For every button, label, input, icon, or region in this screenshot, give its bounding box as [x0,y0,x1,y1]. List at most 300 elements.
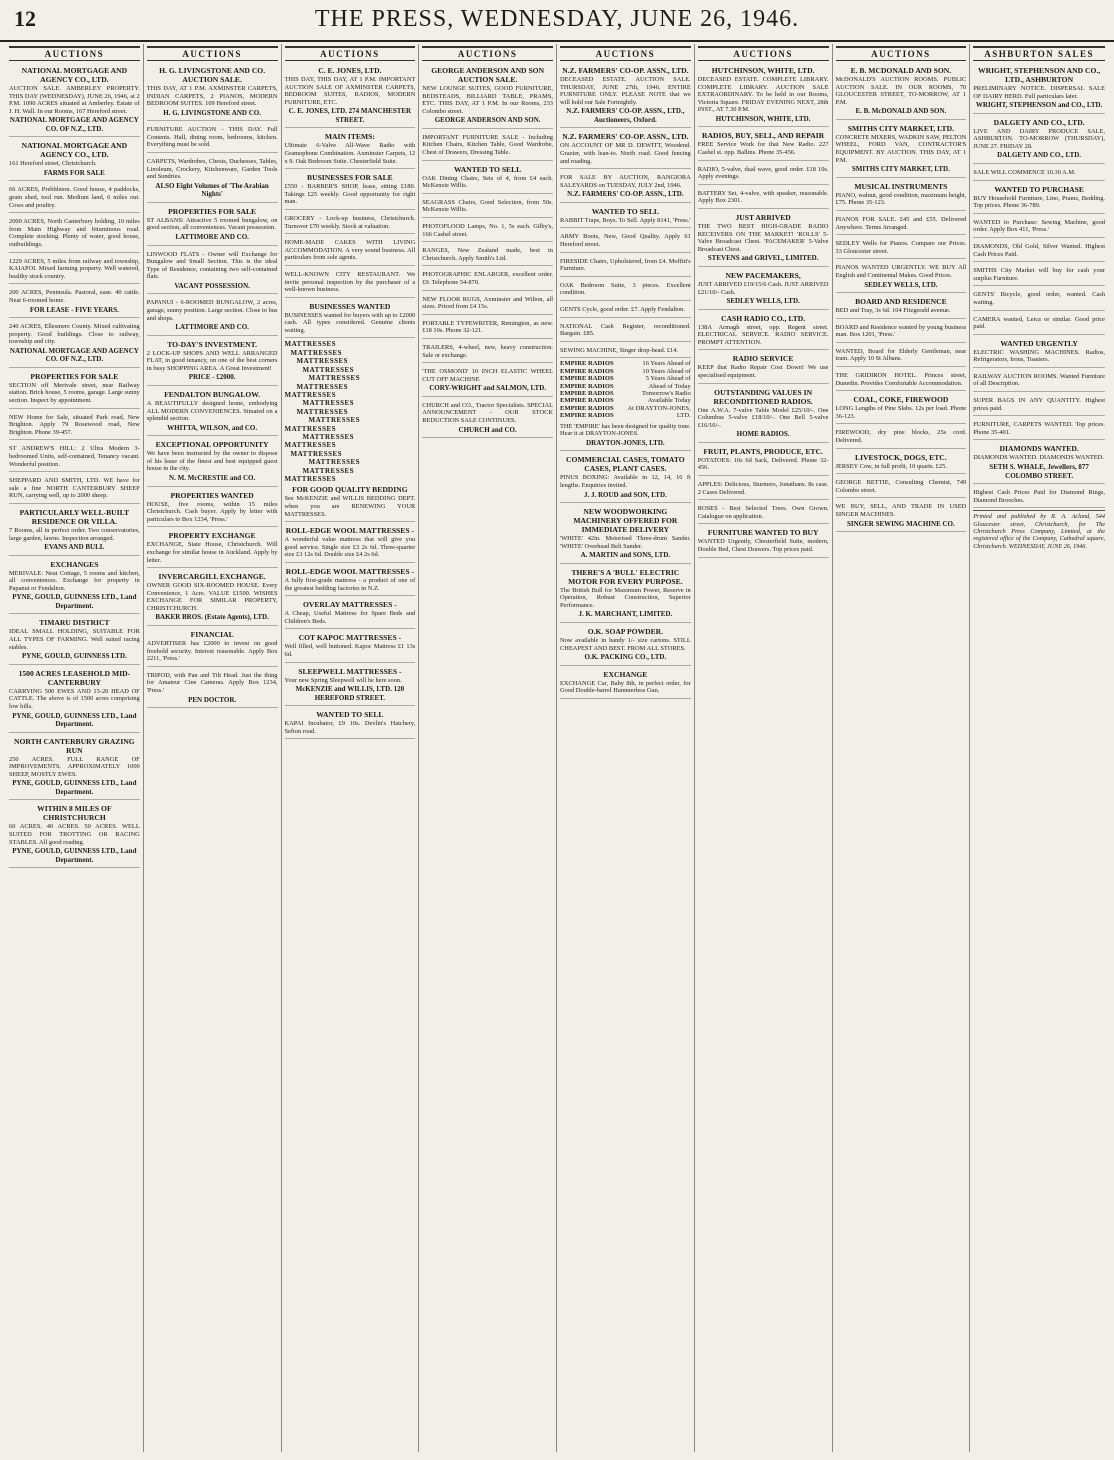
ad-body-text: TRAILERS, 4-wheel, new, heavy construction. Sale or exchange. [422,343,553,359]
classified-ad [973,216,1105,238]
mattresses-line: MATTRESSES [308,458,361,467]
ad-signature: H. G. LIVINGSTONE AND CO. [163,108,261,117]
classified-ad [973,313,1105,335]
ad-signature: SEDLEY WELLS, LTD. [726,297,800,306]
ad-body-text: WE BUY, SELL, AND TRADE IN USED SINGER MACHINES. [835,503,967,518]
mattresses-line: MATTRESSES [284,474,337,483]
classified-ad [698,386,829,443]
ad-body-text: NEW Home for Sale, situated Park road, New Brighton. Apply 79 Rosewood road, New Brighton. Phone 39-457. [9,413,140,436]
classified-ad [836,393,967,424]
classified-ad [9,442,140,472]
ad-signature: NATIONAL MORTGAGE AND AGENCY CO. OF N.Z., LTD. [9,116,139,133]
ad-body-text: HOME-MADE CAKES WITH LIVING ACCOMMODATION. A very sound business. All particulars from sole agents. [284,239,416,262]
section-heading: AUCTIONS [698,46,829,61]
classified-ad [9,215,140,252]
mattresses-line: MATTRESSES [296,407,349,416]
ad-heading: E. B. MCDONALD AND SON. [850,66,952,75]
ad-body-text: McDONALD'S AUCTION ROOMS. PUBLIC AUCTION SALE. IN OUR ROOMS, 70 GLOUCESTER STREET, TO-MORROW, AT 1 P.M. [835,76,967,106]
ad-body-text: FURNITURE, CARPETS WANTED. Top prices. Phone 35-401. [973,421,1105,436]
ad-heading: DIAMONDS WANTED. [999,444,1079,454]
ad-signature: O.K. PACKING CO., LTD. [584,653,667,662]
ad-body-text: TRIPOD, with Pan and Tilt Head. Just the thing for Amateur Cine Cameras. Apply Box 1234, 'Press.' [146,671,278,694]
ad-body-text: APPLES: Delicious, Sturmers, Jonathans. 8s case. 2 Cases Delivered. [697,481,829,496]
empire-radios-line [560,397,691,404]
empire-brand: EMPIRE RADIOS [560,397,614,405]
ad-heading: PROPERTIES FOR SALE [168,206,257,216]
classified-ad [560,279,691,301]
mattresses-line: MATTRESSES [302,466,355,475]
ad-body-text: OAK Dining Chairs, Sets of 4, from £4 each. McKenzie Willis. [422,174,553,190]
classified-ad [147,388,278,436]
ad-signature: LATTIMORE AND CO. [175,323,249,332]
classified-ad [285,565,416,596]
ad-signature: McKENZIE and WILLIS, LTD. 120 HEREFORD STREET. [295,685,405,702]
ad-body-text: ROSES - Best Selected Trees. Own Grown. Catalogue on application. [697,505,829,520]
classified-ad [973,64,1105,114]
section-heading: AUCTIONS [147,46,278,61]
ad-body-text: DECEASED ESTATE. COMPLETE LIBRARY. COMPLETE LIBRARY. AUCTION SALE EXTRAORDINARY. To be held in our Rooms, Victoria Square. FRIDAY EVENING NEXT, 28th INST., AT 7.30 P.M. [697,76,829,114]
ad-heading: C. E. JONES, LTD. [318,66,382,75]
ad-body-text: Well filled, well buttoned. Kapoc Mattress £1 13s 6d. [284,643,416,658]
empire-radios-line [560,360,691,367]
ad-body-text: SMITHS City Market will buy for cash your surplus Furniture. [973,267,1105,282]
empire-brand: EMPIRE RADIOS [560,382,614,390]
ad-body-text: 2 LOCK-UP SHOPS AND WELL ARRANGED FLAT, in good tenancy, on one of the best corners in busy SHOPPING AREA. A Great Investment! [146,349,278,372]
classified-ad [147,296,278,335]
classified-ad [147,628,278,667]
empire-radios-line [560,412,691,419]
ad-body-text: WELL-KNOWN CITY RESTAURANT. We invite personal inspection by the purchaser of a well-known business. [284,270,416,294]
mattresses-line: MATTRESSES [296,382,349,391]
ad-heading: LIVESTOCK, DOGS, ETC. [855,452,947,462]
classified-ad [9,506,140,556]
ad-signature: E. B. McDONALD AND SON. [855,107,947,116]
ad-body-text: A wonderful value mattress that will give you good service. Single size £3 2s 6d. Three-quarter size £3 12s 6d. Double size £4 2s 6d. [284,536,416,559]
ad-heading: FENDALTON BUNGALOW. [164,389,261,399]
classified-ad [560,205,691,229]
ad-body-text: ST ANDREW'S HILL: 2 Ultra Modern 3-bedroomed Units, self-contained, Tenancy vacant. Wonderful position. [9,445,140,468]
section-heading: AUCTIONS [422,46,553,61]
ad-signature: STEVENS and GRIVEL, LIMITED. [707,254,819,263]
ad-body-text: PIANOS WANTED URGENTLY. WE BUY All English and Continental Makes. Good Prices. [835,264,967,279]
mattresses-line: MATTRESSES [302,399,355,408]
ad-body-text: CAMERA wanted, Leica or similar. Good price paid. [973,315,1105,331]
ad-body-text: LINWOOD FLATS - Owner will Exchange for Bungalow and Small Section. This is the ideal Type of Residence, containing two self-contained flats. [146,250,278,281]
classified-ad [560,230,691,252]
ad-heading: INVERCARGILL EXCHANGE. [158,572,266,582]
ad-body-text: SUPER BAGS IN ANY QUANTITY. Highest prices paid. [973,397,1105,412]
ad-heading: PROPERTIES WANTED [170,490,254,500]
ad-body-text: POTATOES: 10s 6d Sack, Delivered. Phone 32-456. [697,456,829,472]
ad-body-text: LONG Lengths of Pine Slabs. 12s per load. Phone 36-123. [835,405,967,420]
ad-body-text: A fully first-grade mattress - a product of one of the greatest bedding factories in N.Z. [284,576,416,592]
empire-radios-line [560,390,691,397]
ad-signature: WRIGHT, STEPHENSON and CO., LTD. [975,101,1103,110]
classified-ad [422,64,553,129]
ad-body-text: DECEASED ESTATE. AUCTION SALE. THURSDAY, JUNE 27th, 1946. ENTIRE FURNITURE ONLY. PLEASE NOTE that we will hold our Sale Fortnightly. [560,76,691,106]
classified-ad [560,64,691,128]
ad-heading: HUTCHINSON, WHITE, LTD. [711,66,815,75]
ad-heading: NEW PACEMAKERS, [725,270,801,280]
empire-slogan: Tomorrow's Radio [641,390,691,397]
classified-ad [285,236,416,266]
classified-ad [973,288,1105,310]
ad-signature: SEDLEY WELLS, LTD. [864,280,938,289]
ad-body-text: PRELIMINARY NOTICE. DISPERSAL SALE OF DAIRY HERD. Full particulars later. [973,85,1105,100]
classified-ad [973,116,1105,164]
ad-heading: FINANCIAL [190,629,234,639]
classified-ad [422,293,553,315]
section-heading: AUCTIONS [9,46,140,61]
ad-signature: VACANT POSSESSION. [174,281,250,290]
ad-signature: FARMS FOR SALE [43,168,105,177]
ad-signature: N.Z. FARMERS' CO-OP. ASSN., LTD. [567,190,684,199]
ad-signature: HUTCHINSON, WHITE, LTD. [715,114,811,123]
ad-body-text: GENTS' Bicycle, good order, wanted. Cash waiting. [973,291,1105,306]
classified-ad [973,183,1105,214]
ad-body-text: ELECTRIC WASHING MACHINES. Radios, Refrigerators, Irons, Toasters. [973,348,1105,364]
ad-heading: PROPERTY EXCHANGE [168,531,256,541]
ad-heading: EXCHANGES [50,559,99,569]
ad-body-text: BATTERY Set, 4-valve, with speaker, reasonable. Apply Box 2301. [697,189,829,205]
mattresses-line: MATTRESSES [308,374,361,383]
ad-body-text: RADIO, 5-valve, dual wave, good order. £18 10s. Apply evenings. [697,165,829,181]
classified-ad [9,286,140,318]
column-5 [557,44,695,1452]
classified-ad [147,155,278,203]
ad-body-text: GEORGE BETTIE, Consulting Chemist, 749 Colombo street. [835,479,967,494]
ad-body-text: GENTS Cycle, good order. £7. Apply Fendalton. [560,306,685,313]
ad-heading: CASH RADIO CO., LTD. [721,313,806,323]
ad-body-text: CARPETS, Wardrobes, Chests, Duchesses, Tables, Linoleum, Crockery, Kitchenware, Garden Tools and Sundries. [146,158,278,181]
classified-ad [422,220,553,242]
classified-ad [698,526,829,557]
ad-body-text: OAK Bedroom Suite, 3 pieces. Excellent condition. [560,281,691,297]
ad-heading: EXCHANGE [603,669,648,679]
ad-signature: A. MARTIN and SONS, LTD. [580,551,671,560]
masthead [0,0,1114,42]
ad-signature: PYNE, GOULD, GUINNESS LTD., Land Department. [12,593,137,610]
ad-body-text: FURNITURE AUCTION - THIS DAY. Full Contents. Hall, dining room, bedrooms, kitchen. Everything must be sold. [146,126,278,149]
ad-body-text: CHURCH and CO., Tractor Specialists. SPECIAL ANNOUNCEMENT - OUR STOCK REDUCTION SALE CONTINUES. [422,401,553,425]
ad-body-text: FIRESIDE Chairs, Upholstered, from £4. Moffitt's Furniture. [560,257,691,273]
column-1 [6,44,144,1452]
section-heading: AUCTIONS [836,46,967,61]
classified-ad [147,489,278,528]
ad-signature: SETH S. WHALE, Jewellers, 877 COLOMBO STREET. [989,463,1089,480]
ad-body-text: JERSEY Cow, in full profit, 10 quarts. £25. [835,462,947,470]
empire-brand: EMPIRE RADIOS [560,360,614,368]
classified-ad [147,669,278,708]
classified-ad [9,64,140,137]
ad-heading: FURNITURE WANTED TO BUY [707,528,819,538]
ad-body-text: 138A Armagh street, opp. Regent street. ELECTRICAL SERVICE. RADIO SERVICE. PROMPT ATTENTION. [697,323,829,346]
classified-ad [422,341,553,363]
ad-body-text: 2000 ACRES, North Canterbury holding, 10 miles from Main Highway and bituminous road. Complete stocking. Plenty of water, good house, outbuildings. [9,218,140,249]
classified-ad [147,529,278,568]
empire-brand: EMPIRE RADIOS [560,404,614,412]
empire-slogan: LTD. [676,412,691,420]
ad-body-text: KEEP that Radio Repair Cost Down! We use specialised equipment. [697,364,829,379]
classified-ad [560,320,691,342]
ad-body-text: IMPORTANT FURNITURE SALE - Including Kitchen Chairs, Kitchen Table, Good Wardrobe, Chest of Drawers, Dressing Table. [422,133,553,157]
ad-body-text: SALE WILL COMMENCE 10.30 A.M. [973,168,1076,176]
ad-body-text: JUST ARRIVED £19/15/6 Cash. JUST ARRIVED £21/10/- Cash. [697,280,829,296]
ad-heading: THERE'S A 'BULL' ELECTRIC MOTOR FOR EVERY PURPOSE. [568,567,683,586]
ad-body-text: FIREWOOD, dry pine blocks, 25s cord. Delivered. [835,429,967,444]
classified-ad [285,524,416,563]
mattresses-line: MATTRESSES [290,348,343,357]
ad-body-text: 'THE OSMOND' 10 INCH ELASTIC WHEEL CUT OFF MACHINE [422,368,553,383]
ad-body-text: ST ALBANS: Attractive 5 roomed bungalow, on good section, all conveniences. Vacant possession. [146,216,278,232]
empire-radios-line [560,375,691,382]
ad-body-text: BED and Tray, 3s 6d. 104 Fitzgerald avenue. [835,307,951,314]
classified-ad [285,212,416,234]
ad-body-text: NEW FLOOR RUGS, Axminster and Wilton, all sizes. Priced from £4 15s. [422,295,553,311]
empire-brand: EMPIRE RADIOS [560,390,614,397]
ad-body-text: Now available in handy 1/- size cartons. STILL CHEAPEST AND BEST. FROM ALL STORES. [560,636,691,652]
classified-ad [698,269,829,310]
ad-body-text: We have been instructed by the owner to dispose of his lease of the finest and best equipped guest house in the city. [146,450,278,473]
ad-body-text: ADVERTISER has £2000 to invest on good freehold security. Interest reasonable. Apply Box 2211, 'Press.' [146,639,278,663]
classified-ad [973,370,1105,392]
ad-heading: TO-DAY'S INVESTMENT. [167,339,257,349]
empire-brand: EMPIRE RADIOS [560,412,614,420]
classified-ad [973,418,1105,440]
classified-ad [285,130,416,169]
classified-ad [698,502,829,524]
ad-heading: ROLL-EDGE WOOL MATTRESSES - [285,526,414,536]
classified-ad [9,183,140,213]
classified-ad [560,625,691,666]
classified-ad [422,365,553,397]
ad-heading: NORTH CANTERBURY GRAZING RUN [14,736,135,755]
ad-heading: PARTICULARLY WELL-BUILT RESIDENCE OR VILLA. [19,508,130,526]
ad-signature: ALSO Eight Volumes of 'The Arabian Nights' [155,181,269,199]
ad-body-text: BUSINESSES wanted for buyers with up to £2000 cash. All types considered. Genuine clients waiting. [284,311,416,334]
ad-signature: CHURCH and CO. [458,425,517,434]
ad-body-text: RAILWAY AUCTION ROOMS. Wanted Furniture of all Description. [973,372,1105,388]
empire-radios-line [560,368,691,375]
ad-body-text: ON ACCOUNT OF MR D. DEWITT, Woodend. Grazier, with lean-to. North road. Good fencing and roading. [560,142,691,165]
classified-ad [560,344,691,359]
classified-ad [973,394,1105,416]
classified-ad [422,196,553,218]
classified-ad [147,248,278,295]
section-heading: AUCTIONS [285,46,416,61]
classified-ad [973,264,1105,286]
ad-body-text: MERIVALE: Neat Cottage, 5 rooms and kitchen, all conveniences. Exchange for property in Papanui or Fendalton. [9,569,140,592]
ad-signature: NATIONAL MORTGAGE AND AGENCY CO. OF N.Z., LTD. [9,346,139,364]
classified-ad [698,187,829,209]
ad-signature: PYNE, GOULD, GUINNESS LTD., Land Department. [12,711,137,729]
ad-body-text: NATIONAL Cash Register, reconditioned. Bargain. £85. [560,322,691,338]
ad-heading: WANTED URGENTLY [1000,338,1078,348]
empire-slogan: At DRAYTON-JONES, [627,404,691,412]
ad-signature: HOME RADIOS. [736,430,790,439]
ad-body-text: PIANOS FOR SALE. £45 and £55. Delivered Anywhere. Terms Arranged. [835,215,967,231]
ad-body-text: FREE Service Work for that New Radio. 227 Cashel st. opp. Ballins. Phone 35-456. [697,141,829,157]
ad-body-text: PHOTOFLOOD Lamps, No. 1, 5s each. Gilby's, 166 Cashel street. [422,223,553,238]
column-2 [144,44,282,1452]
ad-body-text: 7 Rooms, all in perfect order. Two conservatories, large garden, lawns. Inspection arranged. [9,527,140,542]
classified-ad [698,478,829,500]
classified-ad [560,420,691,452]
classified-ad [422,399,553,438]
classified-ad [285,631,416,662]
classified-ad [836,122,967,178]
classified-ad [285,665,416,707]
classified-ad [836,237,967,259]
ad-body-text: PINUS BOXING: Available in 12, 14, 16 ft lengths. Enquiries invited. [560,474,691,489]
ad-body-text: GROCERY - Lock-up business, Christchurch. Turnover £70 weekly. Stock at valuation. [284,214,416,230]
ad-heading: FRUIT, PLANTS, PRODUCE, ETC. [703,446,823,456]
ad-body-text: £550 - BARBER'S SHOP, lease, sitting £180. Takings £25 weekly. Good opportunity for right man. [284,183,416,206]
classified-ad [285,171,416,210]
classified-ad [836,180,967,211]
ad-body-text: PHOTOGRAPHIC ENLARGER, excellent order. £9. Telephone 54-870. [422,271,553,286]
classified-ad [698,129,829,160]
mattresses-line: MATTRESSES [302,432,355,441]
classified-ad [9,667,140,733]
ad-body-text: THIS DAY, THIS DAY, AT 1 P.M. IMPORTANT AUCTION SALE OF AXMINSTER CARPETS, BEDROOM SUITES, RADIOS, MODERN FURNITURE, ETC. [284,76,416,106]
ad-heading: COT KAPOC MATTRESSES - [298,633,402,643]
ad-body-text: 161 Hereford street, Christchurch. [9,160,97,168]
ad-heading: NEW WOODWORKING MACHINERY OFFERED FOR IMMEDIATE DELIVERY [573,507,678,534]
classified-ad [285,598,416,629]
classified-ad [836,64,967,120]
classified-ad [560,566,691,623]
ad-body-text: PAPANUI - 6-ROOMED BUNGALOW, 2 acres, garage, sunny position. Large section. Close to bus and shops. [146,299,278,322]
ad-body-text: EXCHANGE Car, Baby 8th, in perfect order, for Good Double-barrel Hammerless Gun. [560,679,691,695]
newspaper-title: THE PRESS, WEDNESDAY, JUNE 26, 1946. [314,6,800,32]
ad-body-text: ARMY Boots, New, Good Quality. Apply 61 Hereford street. [560,233,691,249]
classified-ad [422,244,553,266]
ad-heading: OUTSTANDING VALUES IN RECONDITIONED RADIOS. [713,387,813,406]
ad-heading: JUST ARRIVED [735,213,791,223]
ad-body-text: THIS DAY, AT 1 P.M. AXMINSTER CARPETS, INDIAN CARPETS, 2 PIANOS, MODERN BEDROOM SUITES. 109 Hereford street. [146,85,278,108]
ad-heading: RADIOS, BUY, SELL, AND REPAIR [702,131,825,141]
mattresses-line: MATTRESSES [284,424,337,433]
ad-heading: PROPERTIES FOR SALE [30,371,119,381]
classified-ad [698,64,829,127]
classified-ad [147,338,278,386]
ad-body-text: 60 ACRES. 40 ACRES. 50 ACRES. WELL SUITED FOR TROTTING OR RACING STABLES. All good roading. [9,823,140,846]
ad-heading: OVERLAY MATTRESSES - [302,600,397,610]
ad-body-text: DIAMONDS WANTED. DIAMONDS WANTED. [973,454,1104,462]
ad-heading: H. G. LIVINGSTONE AND CO. AUCTION SALE. [159,66,266,84]
ad-heading: NATIONAL MORTGAGE AND AGENCY CO., LTD. [21,66,128,84]
classified-ad [836,295,967,319]
classified-ad [560,171,691,203]
ad-heading: SLEEPWELL MATTRESSES - [298,666,402,676]
ad-signature: DRAYTON-JONES, LTD. [586,438,665,447]
ad-body-text: NEW LOUNGE SUITES, GOOD FURNITURE, BEDSTEADS, BILLIARD TABLE, PRAMS, ETC. THIS DAY, AT 1 P.M. In our Rooms, 233 Colombo street. [422,85,553,115]
classified-ad [285,64,416,128]
ad-body-text: 200 ACRES, Peninsula. Pastoral, ease. 40 cattle. Neat 6-roomed home. [9,289,140,304]
ad-heading: BUSINESSES WANTED [309,301,391,311]
classified-ad [9,616,140,664]
ad-body-text: 240 ACRES, Ellesmere County. Mixed cultivating property. Good buildings. Close to railway, township and city. [9,323,140,346]
empire-slogan: 10 Years Ahead of [642,367,691,375]
ad-body-text: SEAGRASS Chairs, Good Selection, from 50s. McKenzie Willis. [422,198,553,214]
ad-body-text: THE TWO BEST HIGH-GRADE RADIO RECEIVERS ON THE MARKET! 'ROLLS' 5-Valve Broadcast Chest. 'PACEMAKER' 5-Valve Broadcast Chest. [697,223,829,253]
ad-body-text: 250 ACRES. FULL RANGE OF IMPROVEMENTS. APPROXIMATELY 1000 SHEEP, MOSTLY EWES. [9,755,140,778]
ad-heading: O.K. SOAP POWDER. [587,626,664,636]
ad-signature: BAKER BROS. (Estate Agents), LTD. [155,613,269,622]
ad-signature: PYNE, GOULD, GUINNESS LTD., Land Department. [12,779,137,796]
classified-ad [9,411,140,441]
classified-ad [9,802,140,868]
classified-ad [9,139,140,181]
page-number: 12 [14,6,36,31]
ad-heading: TIMARU DISTRICT [39,618,110,628]
ad-body-text: Your new Spring Sleepwell will be here soon. [284,676,402,684]
ad-body-text: BOARD and Residence wanted by young business man. Box 1201, 'Press.' [835,323,967,339]
ad-body-text: KAPAI Incubator, £9 10s. Devlin's Hatchery, Sefton road. [284,720,416,735]
ad-body-text: SEDLEY Wells for Pianos. Compare our Prices. 33 Gloucester street. [835,240,967,255]
ad-heading: WANTED TO SELL [316,710,384,720]
ad-heading: 1500 ACRES LEASEHOLD MID-CANTERBURY [18,668,131,687]
ad-body-text: Highest Cash Prices Paid for Diamond Rings, Diamond Brooches. [973,489,1105,504]
classified-ad [973,240,1105,262]
classified-ad [836,321,967,343]
mattresses-line: MATTRESSES [308,416,361,425]
classified-ad [9,558,140,615]
ad-heading: ROLL-EDGE WOOL MATTRESSES - [285,566,414,576]
ad-heading: WANTED TO SELL [454,164,522,174]
ad-heading: EXCEPTIONAL OPPORTUNITY [155,440,269,450]
ad-signature: DALGETY AND CO., LTD. [997,151,1082,160]
ad-heading: BUSINESSES FOR SALE [307,173,393,183]
ad-body-text: WANTED, Board for Elderly Gentleman, near tram. Apply 10 St Albans. [835,347,967,363]
classified-ad [973,442,1105,484]
classified-ad [9,735,140,801]
ad-signature: PYNE, GOULD, GUINNESS LTD. [21,652,127,661]
classified-ad [422,131,553,161]
empire-slogan: Available Today [647,397,691,405]
empire-brand: EMPIRE RADIOS [560,375,614,383]
ad-body-text: 'WHITE' 42in. Motorised Three-drum Sander. 'WHITE' Overhead Belt Sander. [560,535,691,550]
classified-ad [422,268,553,290]
ad-heading: MUSICAL INSTRUMENTS [854,181,948,191]
ad-body-text: The British Bull for Maximum Power, Reserve in Operation, Robust Construction, Superior Performance. [560,586,691,609]
mattresses-line: MATTRESSES [302,365,355,374]
ad-heading: RADIO SERVICE [732,354,794,364]
ad-heading: COMMERCIAL CASES, TOMATO CASES, PLANT CASES. [566,455,685,474]
ad-heading: WRIGHT, STEPHENSON AND CO., LTD., ASHBURTON [978,66,1101,84]
ad-body-text: WANTED Urgently, Chesterfield Suite, modern, Double Bed, Chest Drawers. Top prices paid. [697,538,829,553]
column-3 [282,44,420,1452]
section-heading: AUCTIONS [560,46,691,61]
classified-ad [285,268,416,298]
ad-signature: N.Z. FARMERS' CO-OP. ASSN., LTD., Auctioneers, Oxford. [566,107,685,124]
classified-ad [422,317,553,339]
ad-body-text: DIAMONDS, Old Gold, Silver Wanted. Highest Cash Prices Paid. [973,242,1105,258]
ad-body-text: 66 ACRES, Prebbleton. Good house, 4 paddocks, grain shed, tool run. Medium land, 6 miles out. Cows and poultry. [9,186,140,209]
ad-body-text: LIVE AND DAIRY PRODUCE SALE, ASHBURTON. TO-MORROW (THURSDAY), JUNE 27. FRIDAY 28. [973,127,1105,150]
ad-signature: C. E. JONES, LTD. 274 MANCHESTER STREET. [288,107,412,124]
classified-ad [698,312,829,351]
classified-ad [285,300,416,339]
ad-body-text: CONCRETE MIXERS, WADKIN SAW, PELTON WHEEL, FORD VAN, CONTRACTOR'S EQUIPMENT. BY AUCTION. THIS DAY, AT 1 P.M. [835,133,967,164]
classified-ad [147,64,278,121]
column-6 [695,44,833,1452]
ad-heading: N.Z. FARMERS' CO-OP. ASSN., LTD. [562,132,689,142]
ad-body-text: RANGES, New Zealand made, best in Christchurch. Apply Smith's Ltd. [422,247,553,262]
ad-heading: WITHIN 8 MILES OF CHRISTCHURCH [37,804,112,823]
classified-ad [973,166,1105,181]
